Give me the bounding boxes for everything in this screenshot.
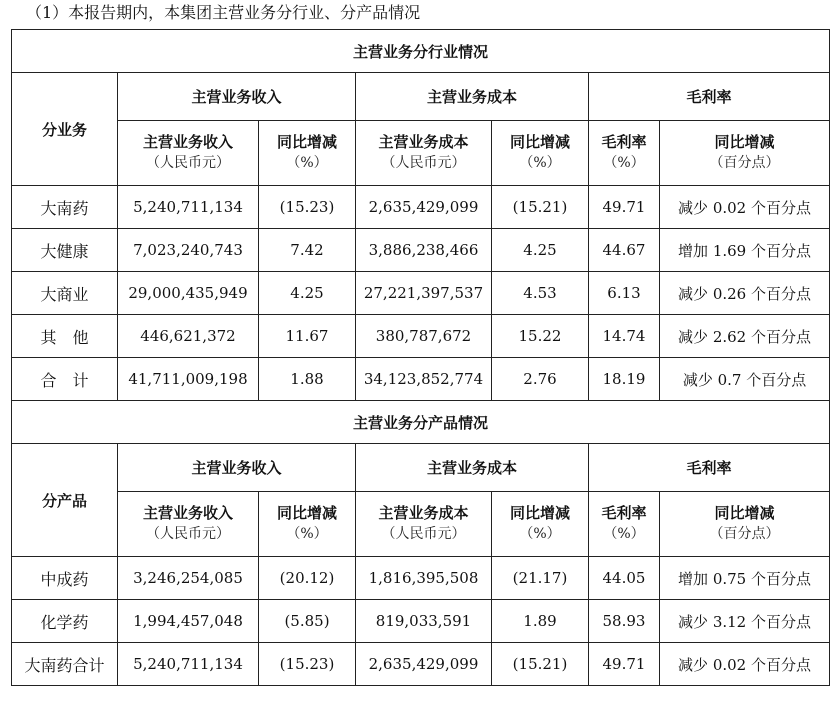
table-cell: 减少 0.7 个百分点 <box>660 358 830 401</box>
table-cell: 27,221,397,537 <box>356 272 492 315</box>
table-cell: 7.42 <box>259 229 356 272</box>
table-cell: 2,635,429,099 <box>356 643 492 686</box>
sub-header <box>118 492 259 557</box>
sub-header-title: 毛利率 <box>601 504 647 522</box>
sub-header <box>259 121 356 186</box>
sub-header <box>492 121 589 186</box>
table-row <box>12 600 830 643</box>
table-cell: 4.25 <box>492 229 589 272</box>
table-cell: 6.13 <box>589 272 660 315</box>
table-cell: 49.71 <box>589 643 660 686</box>
sub-header-unit: （%） <box>603 155 645 171</box>
sub-header-unit: （%） <box>603 526 645 542</box>
sub-header-row <box>12 121 830 186</box>
group-header: 主营业务收入 <box>118 444 356 492</box>
table-cell: 3,886,238,466 <box>356 229 492 272</box>
sub-header-unit: （%） <box>286 155 328 171</box>
row-label: 大南药 <box>12 186 118 229</box>
table-row <box>12 272 830 315</box>
sub-header-title: 同比增减 <box>276 133 337 151</box>
table-row <box>12 315 830 358</box>
sub-header <box>589 492 660 557</box>
sub-header <box>660 121 830 186</box>
row-header-label: 分产品 <box>12 444 118 557</box>
sub-header-unit: （%） <box>519 155 561 171</box>
table-cell: 18.19 <box>589 358 660 401</box>
table-cell: 58.93 <box>589 600 660 643</box>
sub-header-unit: （%） <box>286 526 328 542</box>
table-cell: 3,246,254,085 <box>118 557 259 600</box>
group-header: 毛利率 <box>589 444 830 492</box>
table-cell: 减少 3.12 个百分点 <box>660 600 830 643</box>
table-cell: 2,635,429,099 <box>356 186 492 229</box>
sub-header <box>589 121 660 186</box>
group-header: 主营业务成本 <box>356 73 589 121</box>
row-label: 中成药 <box>12 557 118 600</box>
table-cell: 增加 0.75 个百分点 <box>660 557 830 600</box>
sub-header <box>660 492 830 557</box>
table-cell: 4.53 <box>492 272 589 315</box>
table-cell: 29,000,435,949 <box>118 272 259 315</box>
table-row <box>12 186 830 229</box>
table-cell: 1,816,395,508 <box>356 557 492 600</box>
group-header: 主营业务成本 <box>356 444 589 492</box>
sub-header-unit: （人民币元） <box>381 526 466 542</box>
table-cell: 4.25 <box>259 272 356 315</box>
table-cell: 41,711,009,198 <box>118 358 259 401</box>
table-cell: 380,787,672 <box>356 315 492 358</box>
sub-header <box>356 492 492 557</box>
group-header-row <box>12 444 830 492</box>
row-label: 大健康 <box>12 229 118 272</box>
sub-header-title: 主营业务收入 <box>142 133 233 151</box>
table-caption: （1）本报告期内，本集团主营业务分行业、分产品情况 <box>26 3 421 22</box>
table-cell: 1,994,457,048 <box>118 600 259 643</box>
sub-header <box>356 121 492 186</box>
table-cell: 819,033,591 <box>356 600 492 643</box>
sub-header-title: 同比增减 <box>509 133 570 151</box>
table-cell: 增加 1.69 个百分点 <box>660 229 830 272</box>
section-title: 主营业务分行业情况 <box>12 30 830 73</box>
table-cell: 2.76 <box>492 358 589 401</box>
table-cell: 1.88 <box>259 358 356 401</box>
table-row <box>12 643 830 686</box>
table-cell: 1.89 <box>492 600 589 643</box>
table-cell: 5,240,711,134 <box>118 643 259 686</box>
table-cell: 减少 2.62 个百分点 <box>660 315 830 358</box>
sub-header-title: 同比增减 <box>714 133 775 151</box>
section-title-row <box>12 401 830 444</box>
table-cell: 15.22 <box>492 315 589 358</box>
table-cell: (21.17) <box>492 557 589 600</box>
sub-header-unit: （%） <box>519 526 561 542</box>
table-cell: 34,123,852,774 <box>356 358 492 401</box>
table-row <box>12 229 830 272</box>
table-cell: (5.85) <box>259 600 356 643</box>
sub-header-row <box>12 492 830 557</box>
row-label: 大南药合计 <box>12 643 118 686</box>
table-cell: (15.23) <box>259 186 356 229</box>
sub-header-title: 毛利率 <box>601 133 647 151</box>
sub-header-title: 主营业务成本 <box>378 133 469 151</box>
section-title-row <box>12 30 830 73</box>
row-label: 化学药 <box>12 600 118 643</box>
table-cell: (20.12) <box>259 557 356 600</box>
sub-header-unit: （百分点） <box>709 526 780 542</box>
table-cell: (15.21) <box>492 186 589 229</box>
sub-header-title: 主营业务成本 <box>378 504 469 522</box>
table-cell: 14.74 <box>589 315 660 358</box>
group-header-row <box>12 73 830 121</box>
group-header: 毛利率 <box>589 73 830 121</box>
table-body <box>12 30 830 686</box>
table-cell: 11.67 <box>259 315 356 358</box>
sub-header-title: 同比增减 <box>714 504 775 522</box>
group-header: 主营业务收入 <box>118 73 356 121</box>
table-cell: 49.71 <box>589 186 660 229</box>
table-cell: (15.23) <box>259 643 356 686</box>
sub-header-unit: （人民币元） <box>146 526 230 542</box>
row-label: 大商业 <box>12 272 118 315</box>
sub-header-unit: （人民币元） <box>381 155 466 171</box>
sub-header-title: 主营业务收入 <box>142 504 233 522</box>
business-segment-table <box>11 29 830 686</box>
table-cell: 减少 0.02 个百分点 <box>660 643 830 686</box>
table-cell: 446,621,372 <box>118 315 259 358</box>
row-label: 其 他 <box>12 315 118 358</box>
table-cell: 44.05 <box>589 557 660 600</box>
table-cell: 减少 0.02 个百分点 <box>660 186 830 229</box>
row-label: 合 计 <box>12 358 118 401</box>
table-cell: (15.21) <box>492 643 589 686</box>
table-row <box>12 358 830 401</box>
sub-header <box>259 492 356 557</box>
sub-header-unit: （人民币元） <box>146 155 230 171</box>
table-row <box>12 557 830 600</box>
table-cell: 7,023,240,743 <box>118 229 259 272</box>
table-cell: 减少 0.26 个百分点 <box>660 272 830 315</box>
sub-header-title: 同比增减 <box>509 504 570 522</box>
table-cell: 44.67 <box>589 229 660 272</box>
sub-header-unit: （百分点） <box>709 155 780 171</box>
sub-header <box>118 121 259 186</box>
section-title: 主营业务分产品情况 <box>12 401 830 444</box>
sub-header-title: 同比增减 <box>276 504 337 522</box>
table-cell: 5,240,711,134 <box>118 186 259 229</box>
sub-header <box>492 492 589 557</box>
row-header-label: 分业务 <box>12 73 118 186</box>
